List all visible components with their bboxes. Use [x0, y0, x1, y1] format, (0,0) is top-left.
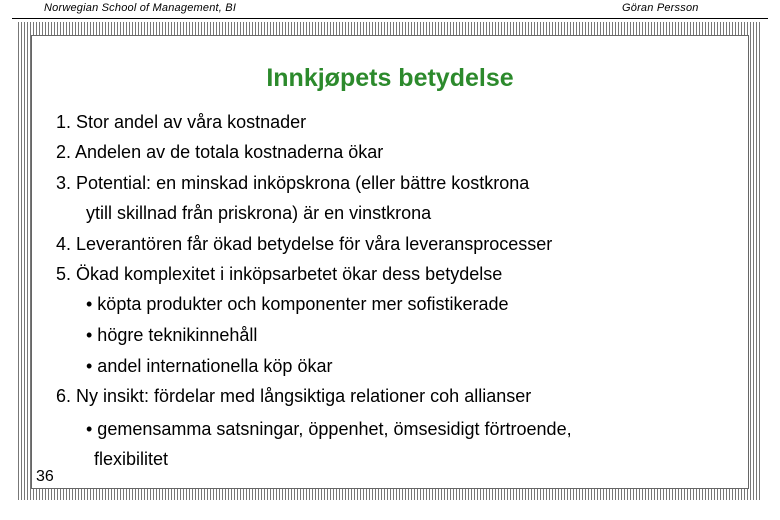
header-institution: Norwegian School of Management, BI	[44, 2, 237, 14]
list-item-3: 3. Potential: en minskad inköpskrona (eller bättre kostkrona	[56, 173, 530, 193]
list-item-4: 4. Leverantören får ökad betydelse för våra leveransprocesser	[56, 234, 553, 254]
slide-title: Innkjøpets betydelse	[266, 64, 514, 92]
list-item-2: 2. Andelen av de totala kostnaderna ökar	[56, 142, 384, 162]
sub-item-5-1: • köpta produkter och komponenter mer sofistikerade	[86, 294, 509, 314]
list-item-6: 6. Ny insikt: fördelar med långsiktiga relationer coh allianser	[56, 386, 532, 406]
header-divider	[12, 18, 768, 19]
sub-item-5-2: • högre teknikinnehåll	[86, 325, 258, 345]
list-item-5: 5. Ökad komplexitet i inköpsarbetet ökar dess betydelse	[56, 264, 503, 284]
header-author: Göran Persson	[622, 2, 699, 14]
sub-item-6-1: • gemensamma satsningar, öppenhet, ömsesidigt förtroende,	[86, 419, 572, 439]
list-item-3-continued: ytill skillnad från priskrona) är en vinstkrona	[86, 203, 432, 223]
list-item-1: 1. Stor andel av våra kostnader	[56, 112, 307, 132]
sub-item-6-1-continued: flexibilitet	[94, 449, 169, 469]
sub-item-5-3: • andel internationella köp ökar	[86, 356, 333, 376]
page-number: 36	[36, 468, 54, 485]
